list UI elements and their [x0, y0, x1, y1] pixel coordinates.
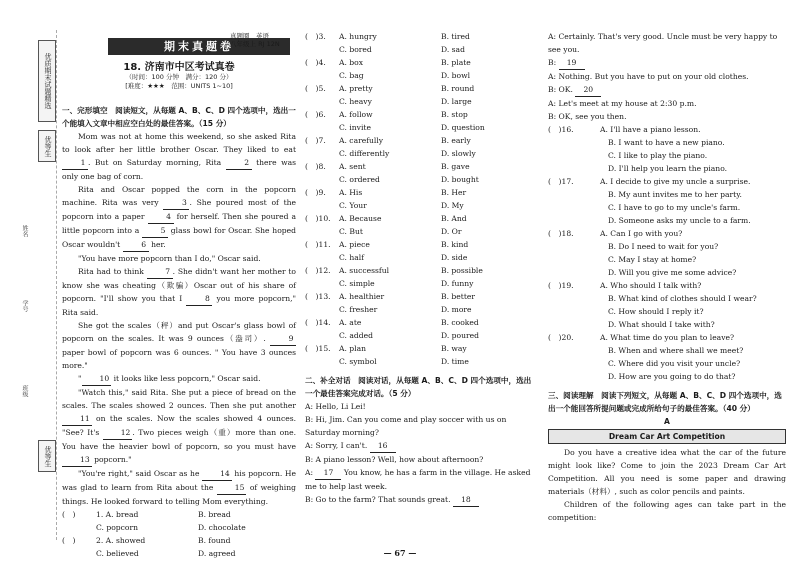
option-c: C. Your — [339, 201, 367, 210]
question-10 — [305, 212, 537, 225]
question-15 — [305, 342, 537, 355]
option-b: B. better — [441, 292, 475, 301]
answer-paren[interactable]: ( )5. — [305, 84, 326, 93]
answer-paren[interactable]: ( )11. — [305, 240, 331, 249]
side-label-top: 优质期末试题精选 — [38, 40, 56, 122]
cloze-options-list — [305, 30, 537, 368]
question-10-row2 — [305, 225, 537, 238]
option-a: A. piece — [339, 240, 370, 249]
option-a: A. successful — [339, 266, 390, 275]
option-b: B. Her — [441, 188, 467, 197]
option-c: C. fresher — [339, 305, 378, 314]
dialog-line: A: Hello, Li Lei! — [305, 402, 366, 411]
blank-11[interactable]: 11 — [62, 412, 92, 426]
option-b: B. cooked — [441, 318, 479, 327]
option-row-1 — [62, 508, 296, 521]
side-label-bottom: 优等生 — [38, 440, 56, 472]
answer-paren[interactable]: ( )13. — [305, 292, 331, 301]
dialog-part2 — [548, 30, 786, 123]
question-19 — [548, 279, 786, 292]
cloze-passage — [62, 130, 296, 508]
question-13 — [305, 290, 537, 303]
option-b: B. And — [441, 214, 467, 223]
column-3 — [548, 30, 786, 524]
option-a: A. box — [339, 58, 364, 67]
option-a: A. I'll have a piano lesson. — [600, 125, 701, 134]
blank-18[interactable]: 18 — [453, 493, 479, 507]
answer-paren[interactable]: ( )7. — [305, 136, 326, 145]
question-3 — [305, 30, 537, 43]
option-d: D. I'll help you learn the piano. — [608, 164, 728, 173]
answer-paren[interactable]: ( )16. — [548, 125, 574, 134]
option-c: C. But — [339, 227, 363, 236]
answer-paren[interactable]: ( )17. — [548, 177, 574, 186]
question-16 — [548, 123, 786, 136]
passage-paragraph: She got the scales（秤）and put Oscar's glass bowl of popcorn on the scales. It was 9 ounces（盎司）. 9 paper bowl of popcorn was 6 ounces. " You have 3 ounces more." — [62, 321, 296, 370]
answer-paren[interactable]: ( )4. — [305, 58, 326, 67]
question-4-row2 — [305, 69, 537, 82]
option-b: B. bread — [198, 510, 231, 519]
option-c: C. I like to play the piano. — [608, 151, 708, 160]
dialog-line: B: Hi, Jim. Can you come and play soccer with us on Saturday morning? — [305, 415, 507, 437]
option-a: A. hungry — [339, 32, 377, 41]
blank-15[interactable]: 15 — [217, 481, 247, 495]
side-field-class: 班级 — [21, 385, 28, 397]
blank-20[interactable]: 20 — [575, 83, 601, 97]
blank-17[interactable]: 17 — [315, 466, 341, 480]
option-d: D. Or — [441, 227, 462, 236]
blank-3[interactable]: 3 — [163, 196, 189, 210]
answer-paren[interactable]: ( ) — [62, 536, 76, 545]
dialog-part1 — [305, 400, 537, 507]
answer-paren[interactable]: ( )14. — [305, 318, 331, 327]
option-b: B. stop — [441, 110, 468, 119]
section2-heading: 二、补全对话 阅读对话，从每题 A、B、C、D 四个选项中，选出一个最佳答案完成对话。（5 分） — [305, 376, 532, 398]
option-d: D. Will you give me some advice? — [608, 268, 737, 277]
answer-paren[interactable]: ( )3. — [305, 32, 326, 41]
blank-16[interactable]: 16 — [370, 439, 396, 453]
option-c: C. May I stay at home? — [608, 255, 697, 264]
question-9-row2 — [305, 199, 537, 212]
blank-19[interactable]: 19 — [559, 56, 585, 70]
option-a: A. healthier — [339, 292, 385, 301]
question-4 — [305, 56, 537, 69]
dialog-line: B: OK. 20 — [548, 83, 786, 97]
option-c: C. ordered — [339, 175, 380, 184]
option-row-1b — [62, 521, 296, 534]
option-c: C. I have to go to my uncle's farm. — [608, 203, 741, 212]
option-d: D. more — [441, 305, 472, 314]
passage-paragraph: Mom was not at home this weekend, so she asked Rita to look after her little brother Oscar. They liked to eat 1 . But on Saturday morning, Rita 2 there was only one bag of corn. — [62, 132, 297, 181]
cut-line — [56, 30, 57, 540]
question-14-row2 — [305, 329, 537, 342]
option-d: D. sad — [441, 45, 465, 54]
passage-label: A — [664, 417, 670, 426]
option-a: A. sent — [339, 162, 366, 171]
dialog-line: A: Nothing. But you have to put on your old clothes. — [548, 72, 749, 81]
blank-4[interactable]: 4 — [148, 210, 174, 224]
dialog-line: A: 17 You know, he has a farm in the village. He asked me to help last week. — [305, 468, 531, 491]
question-7 — [305, 134, 537, 147]
blank-8[interactable]: 8 — [186, 292, 212, 306]
question-6-row2 — [305, 121, 537, 134]
option-d: D. side — [441, 253, 468, 262]
option-b: B. When and where shall we meet? — [608, 346, 744, 355]
exam-banner: 期末真题卷 — [108, 38, 290, 55]
option-b: B. My aunt invites me to her party. — [608, 190, 742, 199]
blank-12[interactable]: 12 — [103, 426, 133, 440]
option-d: D. funny — [441, 279, 474, 288]
question-11-row2 — [305, 251, 537, 264]
option-d: D. chocolate — [198, 523, 246, 532]
option-c: C. popcorn — [96, 523, 139, 532]
header-info — [230, 32, 280, 48]
option-b: B. gave — [441, 162, 470, 171]
dialog-line: A: Sorry, I can't. 16 — [305, 439, 537, 453]
answer-paren[interactable]: ( ) — [62, 510, 76, 519]
question-12-row2 — [305, 277, 537, 290]
option-c: C. symbol — [339, 357, 377, 366]
dialog-line: A: Let's meet at my house at 2:30 p.m. — [548, 99, 697, 108]
answer-paren[interactable]: ( )6. — [305, 110, 326, 119]
question-5-row2 — [305, 95, 537, 108]
blank-14[interactable]: 14 — [202, 467, 232, 481]
option-d: D. question — [441, 123, 485, 132]
header-info-line2: 八年级上 RJ 12N — [230, 40, 280, 48]
side-label-grade: 优等生 — [38, 130, 56, 162]
column-2 — [305, 30, 537, 507]
option-a: A. Because — [339, 214, 382, 223]
header-info-line1: 真题圈 英语 — [230, 32, 269, 40]
answer-paren[interactable]: ( )9. — [305, 188, 326, 197]
option-a: A. Who should I talk with? — [600, 281, 702, 290]
option-c: C. Where did you visit your uncle? — [608, 359, 741, 368]
option-a: 2. A. showed — [96, 536, 146, 545]
passage-para-2: Children of the following ages can take part in the competition: — [548, 500, 786, 522]
option-d: D. What should I take with? — [608, 320, 715, 329]
option-b: B. kind — [441, 240, 469, 249]
option-b: B. Do I need to wait for you? — [608, 242, 719, 251]
answer-paren[interactable]: ( )19. — [548, 281, 574, 290]
section1-heading: 一、完形填空 阅读短文，从每题 A、B、C、D 四个选项中，选出一个能填入文章中相应空白处的最佳答案。（15 分） — [62, 106, 296, 128]
option-b: B. early — [441, 136, 471, 145]
option-a: A. plan — [339, 344, 367, 353]
exam-difficulty: [难度：★★★ 范围：UNITS 1~10] — [125, 82, 233, 90]
option-d: D. poured — [441, 331, 479, 340]
option-d: D. How are you going to do that? — [608, 372, 736, 381]
passage-paragraph: Rita and Oscar popped the corn in the popcorn machine. Rita was very 3 . She poured most of the popcorn into a paper 4 for herself. Then she poured a little popcorn into a 5 glass bowl for Oscar. She hoped Oscar wouldn't 6 her. — [62, 183, 296, 252]
question-11 — [305, 238, 537, 251]
blank-7[interactable]: 7 — [147, 265, 173, 279]
option-b: B. I want to have a new piano. — [608, 138, 725, 147]
option-c: C. heavy — [339, 97, 372, 106]
passage-paragraph: Rita had to think 7 . She didn't want her mother to know she was cheating（欺骗）Oscar out of his share of popcorn. "I'll show you that I 8 you more popcorn," Rita said. — [62, 267, 297, 317]
option-b: B. tired — [441, 32, 470, 41]
option-a: A. follow — [339, 110, 373, 119]
option-b: B. possible — [441, 266, 483, 275]
exam-time-score: （时间：100 分钟 满分：120 分） — [125, 73, 233, 81]
option-c: C. believed — [96, 549, 139, 558]
question-9 — [305, 186, 537, 199]
question-5 — [305, 82, 537, 95]
option-c: C. simple — [339, 279, 375, 288]
blank-9[interactable]: 9 — [270, 332, 296, 346]
question-14 — [305, 316, 537, 329]
blank-5[interactable]: 5 — [142, 224, 168, 238]
option-d: D. bought — [441, 175, 479, 184]
option-a: A. What time do you plan to leave? — [600, 333, 735, 342]
answer-paren[interactable]: ( )12. — [305, 266, 331, 275]
blank-6[interactable]: 6 — [123, 238, 149, 252]
answer-paren[interactable]: ( )20. — [548, 333, 574, 342]
option-row-2 — [62, 534, 296, 547]
option-d: D. large — [441, 97, 472, 106]
option-d: D. bowl — [441, 71, 471, 80]
answer-paren[interactable]: ( )18. — [548, 229, 574, 238]
passage-paragraph: "You're right," said Oscar as he 14 his popcorn. He was glad to learn from Rita about the 15 of weighing things. He looked forward to telling Mom everything. — [62, 469, 296, 506]
page-number: — 67 — — [383, 548, 417, 558]
answer-paren[interactable]: ( )10. — [305, 214, 331, 223]
option-b: B. What kind of clothes should I wear? — [608, 294, 757, 303]
section3-heading: 三、阅读理解 阅读下列短文，从每题 A、B、C、D 四个选项中，选出一个能回答所提问题或完成所给句子的最佳答案。（40 分） — [548, 391, 782, 413]
option-d: D. slowly — [441, 149, 476, 158]
question-15-row2 — [305, 355, 537, 368]
column-1 — [62, 104, 296, 560]
question-13-row2 — [305, 303, 537, 316]
binding-strip — [0, 0, 58, 566]
option-b: B. plate — [441, 58, 471, 67]
option-b: B. way — [441, 344, 467, 353]
option-c: C. bag — [339, 71, 364, 80]
question-12 — [305, 264, 537, 277]
option-d: D. My — [441, 201, 464, 210]
option-a: A. Can I go with you? — [600, 229, 683, 238]
dialog-line: B: A piano lesson? Well, how about afternoon? — [305, 455, 484, 464]
option-d: D. time — [441, 357, 469, 366]
option-c: C. bored — [339, 45, 372, 54]
passage-paragraph: "Watch this," said Rita. She put a piece of bread on the scales. The scales showed 2 ounces. Then she put another 11 on the scales. Now the scales showed 4 ounces. "See? It's 12 . Two pieces weigh（重）more than one. You have the heavier bowl of popcorn, so you must have 13 popcorn." — [62, 386, 296, 467]
question-6 — [305, 108, 537, 121]
passage-paragraph: " 10 it looks like less popcorn," Oscar said. — [62, 372, 296, 386]
option-c: C. added — [339, 331, 373, 340]
side-field-name: 姓名 — [21, 225, 28, 237]
option-c: C. invite — [339, 123, 371, 132]
option-c: C. differently — [339, 149, 390, 158]
question-3-row2 — [305, 43, 537, 56]
blank-10[interactable]: 10 — [82, 372, 112, 386]
option-c: C. half — [339, 253, 365, 262]
passage-paragraph: "You have more popcorn than I do," Oscar said. — [78, 254, 261, 263]
dialog-line: B: 19 — [548, 56, 786, 70]
question-8 — [305, 160, 537, 173]
dialog-line: A: Certainly. That's very good. Uncle must be very happy to see you. — [548, 32, 778, 54]
passage-para-1: Do you have a creative idea what the car of the future might look like? Come to join the 2023 Dream Car Art Competition. All you need is some paper and drawing materials（材料）, such as color pencils and paints. — [548, 448, 786, 496]
blank-13[interactable]: 13 — [62, 453, 92, 467]
option-d: D. Someone asks my uncle to a farm. — [608, 216, 751, 225]
question-17 — [548, 175, 786, 188]
question-7-row2 — [305, 147, 537, 160]
question-20 — [548, 331, 786, 344]
dialog-options-list — [548, 123, 786, 383]
option-d: D. agreed — [198, 549, 236, 558]
dialog-line: B: OK, see you then. — [548, 112, 627, 121]
blank-1[interactable]: 1 — [62, 156, 88, 170]
question-8-row2 — [305, 173, 537, 186]
question-18 — [548, 227, 786, 240]
option-a: 1. A. bread — [96, 510, 139, 519]
option-b: B. found — [198, 536, 231, 545]
option-a: A. carefully — [339, 136, 384, 145]
exam-title: 18. 济南市中区考试真卷 — [123, 62, 235, 73]
option-a: A. I decide to give my uncle a surprise. — [600, 177, 751, 186]
answer-paren[interactable]: ( )15. — [305, 344, 331, 353]
dialog-line: B: Go to the farm? That sounds great. 18 — [305, 493, 537, 507]
answer-paren[interactable]: ( )8. — [305, 162, 326, 171]
option-c: C. How should I reply it? — [608, 307, 704, 316]
option-b: B. round — [441, 84, 475, 93]
option-a: A. pretty — [339, 84, 373, 93]
option-a: A. ate — [339, 318, 362, 327]
passage-box-title: Dream Car Art Competition — [548, 429, 786, 444]
option-a: A. His — [339, 188, 363, 197]
side-field-id: 学号 — [21, 300, 28, 312]
blank-2[interactable]: 2 — [226, 156, 252, 170]
